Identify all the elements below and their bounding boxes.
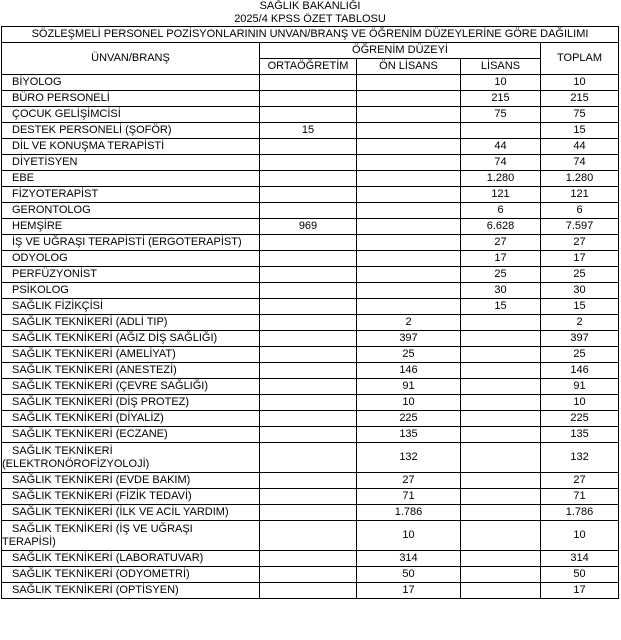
row-ortaogretim: [260, 489, 357, 505]
row-unvan-line2: TERAPİSİ): [2, 535, 56, 548]
row-toplam: 7.597: [541, 219, 619, 235]
row-onlisans: [357, 91, 461, 107]
row-toplam: 25: [541, 267, 619, 283]
table-row: [2, 411, 619, 427]
row-ortaogretim: [260, 347, 357, 363]
row-unvan: DİYETİSYEN: [2, 155, 260, 171]
header-ortaogretim: ORTAÖĞRETİM: [260, 59, 357, 75]
table-row: [2, 363, 619, 379]
row-unvan: ODYOLOG: [2, 251, 260, 267]
row-lisans: [461, 411, 541, 427]
row-lisans: 121: [461, 187, 541, 203]
row-unvan: DESTEK PERSONELİ (ŞOFÖR): [2, 123, 260, 139]
row-lisans: [461, 505, 541, 521]
column-header-row-1: [2, 43, 619, 59]
row-unvan: SAĞLIK TEKNİKERİ (ANESTEZİ): [2, 363, 260, 379]
row-ortaogretim: [260, 363, 357, 379]
row-ortaogretim: [260, 411, 357, 427]
table-row: [2, 505, 619, 521]
table-row: [2, 235, 619, 251]
table-row: [2, 379, 619, 395]
row-onlisans: 25: [357, 347, 461, 363]
row-unvan: ÇOCUK GELİŞİMCİSİ: [2, 107, 260, 123]
header-lisans: LİSANS: [461, 59, 541, 75]
row-ortaogretim: [260, 551, 357, 567]
row-ortaogretim: [260, 107, 357, 123]
row-toplam: 397: [541, 331, 619, 347]
row-toplam: 1.786: [541, 505, 619, 521]
table-row: [2, 251, 619, 267]
row-toplam: 1.280: [541, 171, 619, 187]
row-ortaogretim: [260, 567, 357, 583]
row-unvan: SAĞLIK TEKNİKERİ (FİZİK TEDAVİ): [2, 489, 260, 505]
row-unvan: PSİKOLOG: [2, 283, 260, 299]
row-lisans: [461, 331, 541, 347]
row-lisans: 25: [461, 267, 541, 283]
row-ortaogretim: [260, 395, 357, 411]
table-body: [2, 75, 619, 599]
row-onlisans: 91: [357, 379, 461, 395]
title-row-2: [2, 13, 619, 27]
row-ortaogretim: [260, 235, 357, 251]
row-onlisans: 71: [357, 489, 461, 505]
row-unvan: SAĞLIK FİZİKÇİSİ: [2, 299, 260, 315]
row-unvan: SAĞLIK TEKNİKERİ (LABORATUVAR): [2, 551, 260, 567]
table-row: [2, 489, 619, 505]
row-ortaogretim: [260, 443, 357, 473]
row-onlisans: 50: [357, 567, 461, 583]
row-ortaogretim: [260, 299, 357, 315]
row-lisans: [461, 567, 541, 583]
row-ortaogretim: [260, 283, 357, 299]
row-lisans: [461, 443, 541, 473]
row-ortaogretim: [260, 251, 357, 267]
row-onlisans: [357, 203, 461, 219]
table-row: [2, 283, 619, 299]
row-onlisans: 1.786: [357, 505, 461, 521]
table-row: [2, 107, 619, 123]
row-toplam: 15: [541, 123, 619, 139]
ministry-title: SAĞLIK BAKANLIĞI: [259, 0, 361, 12]
row-unvan-line2: (ELEKTRONÖROFİZYOLOJİ): [2, 457, 150, 470]
row-toplam: 27: [541, 473, 619, 489]
row-ortaogretim: [260, 505, 357, 521]
row-onlisans: [357, 283, 461, 299]
table-row: [2, 187, 619, 203]
row-unvan: EBE: [2, 171, 260, 187]
row-ortaogretim: [260, 91, 357, 107]
row-toplam: 215: [541, 91, 619, 107]
row-ortaogretim: [260, 203, 357, 219]
table-subtitle: SÖZLEŞMELİ PERSONEL POZİSYONLARININ UNVAN/BRANŞ VE ÖĞRENİM DÜZEYLERİNE GÖRE DAĞILIMI: [2, 27, 619, 43]
table-row: [2, 139, 619, 155]
row-lisans: [461, 583, 541, 599]
row-onlisans: [357, 235, 461, 251]
table-row: [2, 75, 619, 91]
row-unvan: SAĞLIK TEKNİKERİ (ÇEVRE SAĞLIĞI): [2, 379, 260, 395]
table-row: [2, 427, 619, 443]
row-toplam: 135: [541, 427, 619, 443]
row-lisans: [461, 347, 541, 363]
table-row: [2, 123, 619, 139]
row-toplam: 132: [541, 443, 619, 473]
row-ortaogretim: 15: [260, 123, 357, 139]
row-toplam: 314: [541, 551, 619, 567]
row-lisans: 30: [461, 283, 541, 299]
row-lisans: [461, 427, 541, 443]
row-unvan: FİZYOTERAPİST: [2, 187, 260, 203]
row-unvan-line1: SAĞLIK TEKNİKERİ: [12, 444, 113, 457]
row-ortaogretim: [260, 521, 357, 551]
row-toplam: 91: [541, 379, 619, 395]
summary-title: 2025/4 KPSS ÖZET TABLOSU: [234, 13, 386, 25]
row-ortaogretim: [260, 75, 357, 91]
row-onlisans: 132: [357, 443, 461, 473]
row-ortaogretim: [260, 583, 357, 599]
row-toplam: 10: [541, 75, 619, 91]
row-onlisans: 10: [357, 395, 461, 411]
row-unvan: İŞ VE UĞRAŞI TERAPİSTİ (ERGOTERAPİST): [2, 235, 260, 251]
table-row: [2, 299, 619, 315]
row-onlisans: 135: [357, 427, 461, 443]
row-toplam: 15: [541, 299, 619, 315]
row-lisans: 44: [461, 139, 541, 155]
row-lisans: [461, 395, 541, 411]
row-unvan: DİL VE KONUŞMA TERAPİSTİ: [2, 139, 260, 155]
row-toplam: 17: [541, 251, 619, 267]
row-ortaogretim: [260, 427, 357, 443]
table-row: [2, 583, 619, 599]
row-unvan: SAĞLIK TEKNİKERİ (DİYALİZ): [2, 411, 260, 427]
table-row: [2, 315, 619, 331]
table-row: [2, 171, 619, 187]
row-unvan: SAĞLIK TEKNİKERİ (DİŞ PROTEZ): [2, 395, 260, 411]
row-onlisans: [357, 107, 461, 123]
row-unvan: SAĞLIK TEKNİKERİ (ECZANE): [2, 427, 260, 443]
row-onlisans: 146: [357, 363, 461, 379]
row-toplam: 225: [541, 411, 619, 427]
row-onlisans: 397: [357, 331, 461, 347]
row-toplam: 10: [541, 521, 619, 551]
table-row: [2, 395, 619, 411]
table-row: [2, 219, 619, 235]
row-toplam: 25: [541, 347, 619, 363]
row-onlisans: [357, 267, 461, 283]
row-toplam: 10: [541, 395, 619, 411]
row-toplam: 17: [541, 583, 619, 599]
row-onlisans: [357, 171, 461, 187]
row-toplam: 2: [541, 315, 619, 331]
row-lisans: 17: [461, 251, 541, 267]
row-onlisans: 17: [357, 583, 461, 599]
row-toplam: 121: [541, 187, 619, 203]
row-lisans: [461, 123, 541, 139]
row-unvan: SAĞLIK TEKNİKERİ (İLK VE ACİL YARDIM): [2, 505, 260, 521]
row-unvan: HEMŞİRE: [2, 219, 260, 235]
row-onlisans: [357, 299, 461, 315]
row-onlisans: 314: [357, 551, 461, 567]
row-toplam: 75: [541, 107, 619, 123]
row-unvan: BİYOLOG: [2, 75, 260, 91]
row-unvan: PERFÜZYONİST: [2, 267, 260, 283]
row-ortaogretim: [260, 187, 357, 203]
table-row: [2, 267, 619, 283]
row-toplam: 30: [541, 283, 619, 299]
row-onlisans: 27: [357, 473, 461, 489]
row-lisans: [461, 315, 541, 331]
row-unvan: SAĞLIK TEKNİKERİ (AĞIZ DİŞ SAĞLIĞI): [2, 331, 260, 347]
row-onlisans: 2: [357, 315, 461, 331]
row-lisans: [461, 473, 541, 489]
row-onlisans: [357, 123, 461, 139]
row-lisans: 215: [461, 91, 541, 107]
row-unvan: SAĞLIK TEKNİKERİ (AMELİYAT): [2, 347, 260, 363]
row-lisans: 74: [461, 155, 541, 171]
row-unvan: SAĞLIK TEKNİKERİ (ADLİ TIP): [2, 315, 260, 331]
row-lisans: [461, 551, 541, 567]
row-lisans: [461, 521, 541, 551]
row-ortaogretim: [260, 331, 357, 347]
row-onlisans: 225: [357, 411, 461, 427]
row-unvan-line1: SAĞLIK TEKNİKERİ (İŞ VE UĞRAŞI: [12, 522, 193, 535]
row-unvan: SAĞLIK TEKNİKERİ (EVDE BAKIM): [2, 473, 260, 489]
row-ortaogretim: [260, 155, 357, 171]
table-row: [2, 521, 619, 551]
row-toplam: 71: [541, 489, 619, 505]
table-row: [2, 155, 619, 171]
row-lisans: [461, 363, 541, 379]
row-onlisans: 10: [357, 521, 461, 551]
row-toplam: 74: [541, 155, 619, 171]
table-row: [2, 443, 619, 473]
row-lisans: 27: [461, 235, 541, 251]
row-ortaogretim: [260, 139, 357, 155]
row-ortaogretim: [260, 379, 357, 395]
row-unvan: SAĞLIK TEKNİKERİ (OPTİSYEN): [2, 583, 260, 599]
row-lisans: 10: [461, 75, 541, 91]
kpss-summary-table: [1, 0, 619, 599]
table-row: [2, 91, 619, 107]
row-ortaogretim: [260, 315, 357, 331]
table-row: [2, 203, 619, 219]
header-ogrenim-duzeyi: ÖĞRENİM DÜZEYİ: [260, 43, 541, 59]
row-ortaogretim: [260, 171, 357, 187]
row-lisans: 6.628: [461, 219, 541, 235]
row-lisans: 75: [461, 107, 541, 123]
row-lisans: 1.280: [461, 171, 541, 187]
row-onlisans: [357, 219, 461, 235]
row-ortaogretim: [260, 473, 357, 489]
row-ortaogretim: 969: [260, 219, 357, 235]
row-ortaogretim: [260, 267, 357, 283]
row-onlisans: [357, 75, 461, 91]
header-toplam: TOPLAM: [541, 43, 619, 75]
row-toplam: 146: [541, 363, 619, 379]
row-onlisans: [357, 187, 461, 203]
row-unvan: SAĞLIK TEKNİKERİ (ODYOMETRİ): [2, 567, 260, 583]
table-row: [2, 331, 619, 347]
table-row: [2, 567, 619, 583]
table-row: [2, 473, 619, 489]
row-onlisans: [357, 251, 461, 267]
table-row: [2, 551, 619, 567]
row-unvan: [2, 521, 260, 551]
table-row: [2, 347, 619, 363]
row-onlisans: [357, 139, 461, 155]
row-lisans: [461, 379, 541, 395]
row-lisans: 15: [461, 299, 541, 315]
row-toplam: 6: [541, 203, 619, 219]
header-unvan: ÜNVAN/BRANŞ: [2, 43, 260, 75]
row-toplam: 44: [541, 139, 619, 155]
row-onlisans: [357, 155, 461, 171]
row-toplam: 27: [541, 235, 619, 251]
row-unvan: GERONTOLOG: [2, 203, 260, 219]
title-row-1: [2, 0, 619, 13]
row-unvan: BÜRO PERSONELİ: [2, 91, 260, 107]
header-onlisans: ÖN LİSANS: [357, 59, 461, 75]
subtitle-row: [2, 27, 619, 43]
row-lisans: 6: [461, 203, 541, 219]
row-toplam: 50: [541, 567, 619, 583]
row-unvan: [2, 443, 260, 473]
row-lisans: [461, 489, 541, 505]
